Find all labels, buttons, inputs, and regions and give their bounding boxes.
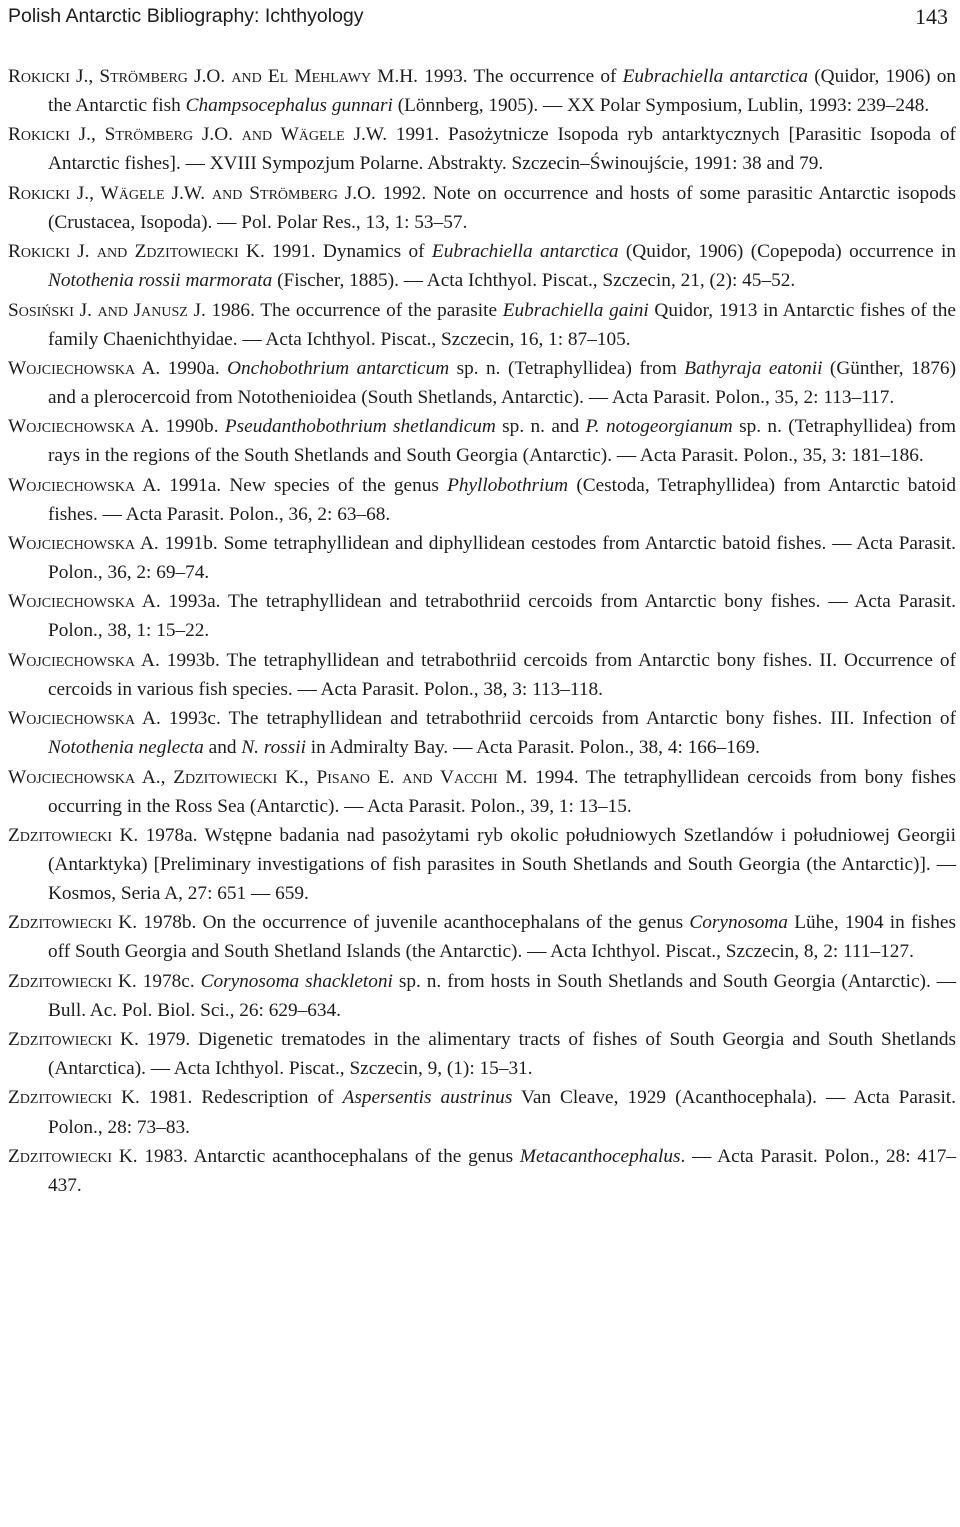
reference-text: 1991. Pasożytnicze Isopoda ryb antarktycznych [Parasitic Isopoda of Antarctic fishes]. — XVIII Sympozjum Polarne. Abstrakty. Szczecin–Świnoujście, 1991: 38 and 79. xyxy=(48,124,956,175)
reference-authors: Zdzitowiecki K. xyxy=(8,1087,140,1109)
reference-entry xyxy=(8,529,956,587)
reference-text: . — Acta Parasit. Polon., 28: 417–437. xyxy=(48,1145,956,1196)
reference-entry xyxy=(8,471,956,529)
reference-entry xyxy=(8,1025,956,1083)
reference-text: 1990b. xyxy=(159,416,225,438)
reference-text: (Fischer, 1885). — Acta Ichthyol. Piscat., Szczecin, 21, (2): 45–52. xyxy=(272,270,796,292)
reference-text: 1993c. The tetraphyllidean and tetrabothriid cercoids from Antarctic bony fishes. III. Infection of xyxy=(160,708,956,730)
reference-authors: Wojciechowska A. xyxy=(8,591,161,613)
taxon-name: Champsocephalus gunnari xyxy=(185,95,393,117)
reference-authors: Rokicki J. and Zdzitowiecki K. xyxy=(8,241,265,263)
reference-text: 1991a. New species of the genus xyxy=(160,474,448,496)
reference-list xyxy=(8,62,956,1200)
reference-authors: Zdzitowiecki K. xyxy=(8,1029,139,1051)
taxon-name: P. notogeorgianum xyxy=(585,416,733,438)
reference-authors: Wojciechowska A. xyxy=(8,357,161,379)
reference-text: 1981. Redescription of xyxy=(139,1087,343,1109)
reference-text: 1978b. On the occurrence of juvenile acanthocephalans of the genus xyxy=(137,912,690,934)
taxon-name: N. rossii xyxy=(241,737,306,759)
taxon-name: Eubrachiella antarctica xyxy=(431,241,619,263)
running-title: Polish Antarctic Bibliography: Ichthyology xyxy=(8,5,364,27)
taxon-name: Notothenia rossii marmorata xyxy=(48,270,273,292)
reference-text: (Quidor, 1906) (Copepoda) occurrence in xyxy=(618,241,957,263)
page-number: 143 xyxy=(915,4,948,29)
reference-authors: Wojciechowska A. xyxy=(8,416,160,438)
reference-text: sp. n. (Tetraphyllidea) from rays in the regions of the South Shetlands and South Georgia (Antarctic). — Acta Parasit. Polon., 35, 3: 181–186. xyxy=(48,416,957,467)
reference-authors: Rokicki J., Strömberg J.O. and Wägele J.W. xyxy=(8,124,388,146)
reference-authors: Zdzitowiecki K. xyxy=(8,824,139,846)
reference-text: 1978c. xyxy=(136,970,201,992)
reference-authors: Wojciechowska A. xyxy=(8,649,160,671)
reference-entry xyxy=(8,1083,956,1141)
taxon-name: Notothenia neglecta xyxy=(48,737,204,759)
reference-entry xyxy=(8,62,956,120)
reference-authors: Rokicki J., Strömberg J.O. and El Mehlawy M.H. xyxy=(8,66,419,87)
reference-entry xyxy=(8,120,956,178)
reference-text: Quidor, 1913 in Antarctic fishes of the family Chaenichthyidae. — Acta Ichthyol. Piscat., Szczecin, 16, 1: 87–105. xyxy=(48,299,956,350)
taxon-name: Corynosoma xyxy=(689,912,788,934)
taxon-name: Onchobothrium antarcticum xyxy=(227,357,450,379)
taxon-name: Bathyraja eatonii xyxy=(684,357,823,379)
reference-text: and xyxy=(203,737,242,759)
reference-authors: Wojciechowska A. xyxy=(8,533,159,554)
reference-entry xyxy=(8,646,956,704)
reference-authors: Wojciechowska A., Zdzitowiecki K., Pisano E. and Vacchi M. xyxy=(8,766,528,788)
reference-entry xyxy=(8,704,956,762)
taxon-name: Metacanthocephalus xyxy=(519,1145,681,1167)
reference-entry xyxy=(8,587,956,645)
reference-text: sp. n. (Tetraphyllidea) from xyxy=(449,357,685,379)
reference-text: 1993b. The tetraphyllidean and tetrabothriid cercoids from Antarctic bony fishes. II. Occurrence of cercoids in various fish species. — Acta Parasit. Polon., 38, 3: 113–118. xyxy=(48,649,956,700)
reference-text: 1991. Dynamics of xyxy=(264,241,432,263)
reference-entry xyxy=(8,967,956,1025)
reference-entry xyxy=(8,412,956,470)
reference-text: 1978a. Wstępne badania nad pasożytami ryb okolic południowych Szetlandów i południowej Georgii (Antarktyka) [Preliminary investigations of fish parasites in South Shetlands and South Georgia (the Antarctic)]. — Kosmos, Seria A, 27: 651 — 659. xyxy=(48,824,956,905)
reference-text: (Günther, 1876) and a plerocercoid from Notothenioidea (South Shetlands, Antarctic). — Acta Parasit. Polon., 35, 2: 113–117. xyxy=(48,357,956,408)
reference-text: 1991b. Some tetraphyllidean and diphyllidean cestodes from Antarctic batoid fishes. — Acta Parasit. Polon., 36, 2: 69–74. xyxy=(48,533,956,584)
reference-text: Van Cleave, 1929 (Acanthocephala). — Acta Parasit. Polon., 28: 73–83. xyxy=(48,1087,956,1138)
reference-text: (Lönnberg, 1905). — XX Polar Symposium, Lublin, 1993: 239–248. xyxy=(392,95,930,117)
reference-text: 1990a. xyxy=(160,357,228,379)
reference-text: 1979. Digenetic trematodes in the alimentary tracts of fishes of South Georgia and South Shetlands (Antarctica). — Acta Ichthyol. Piscat., Szczecin, 9, (1): 15–31. xyxy=(48,1029,956,1080)
reference-text: sp. n. and xyxy=(495,416,586,438)
taxon-name: Eubrachiella antarctica xyxy=(622,66,809,87)
reference-authors: Wojciechowska A. xyxy=(8,708,161,730)
reference-text: in Admiralty Bay. — Acta Parasit. Polon., 38, 4: 166–169. xyxy=(305,737,760,759)
reference-text: 1986. The occurrence of the parasite xyxy=(205,299,503,321)
taxon-name: Phyllobothrium xyxy=(447,474,569,496)
taxon-name: Eubrachiella gaini xyxy=(502,299,649,321)
reference-entry xyxy=(8,763,956,821)
reference-entry xyxy=(8,821,956,908)
reference-authors: Zdzitowiecki K. xyxy=(8,1145,138,1167)
reference-text: (Cestoda, Tetraphyllidea) from Antarctic batoid fishes. — Acta Parasit. Polon., 36, 2: 63–68. xyxy=(48,474,956,525)
reference-text: 1992. Note on occurrence and hosts of some parasitic Antarctic isopods (Crustacea, Isopoda). — Pol. Polar Res., 13, 1: 53–57. xyxy=(48,182,956,233)
reference-text: 1993. The occurrence of xyxy=(418,66,623,87)
reference-entry xyxy=(8,1142,956,1200)
taxon-name: Corynosoma shackletoni xyxy=(200,970,393,992)
reference-entry xyxy=(8,179,956,237)
reference-text: 1983. Antarctic acanthocephalans of the genus xyxy=(137,1145,520,1167)
reference-authors: Wojciechowska A. xyxy=(8,474,161,496)
reference-text: 1994. The tetraphyllidean cercoids from bony fishes occurring in the Ross Sea (Antarctic). — Acta Parasit. Polon., 39, 1: 13–15. xyxy=(48,766,957,817)
reference-entry xyxy=(8,908,956,966)
reference-entry xyxy=(8,296,956,354)
reference-entry xyxy=(8,354,956,412)
taxon-name: Aspersentis austrinus xyxy=(342,1087,513,1109)
reference-authors: Sosiński J. and Janusz J. xyxy=(8,299,206,321)
reference-authors: Rokicki J., Wägele J.W. and Strömberg J.O. xyxy=(8,182,376,204)
reference-text: 1993a. The tetraphyllidean and tetrabothriid cercoids from Antarctic bony fishes. — Acta Parasit. Polon., 38, 1: 15–22. xyxy=(48,591,956,642)
page-header xyxy=(8,0,952,36)
reference-text: Lühe, 1904 in fishes off South Georgia and South Shetland Islands (the Antarctic). — Acta Ichthyol. Piscat., Szczecin, 8, 2: 111–127. xyxy=(48,912,956,963)
reference-text: (Quidor, 1906) on the Antarctic fish xyxy=(48,66,956,117)
reference-entry xyxy=(8,237,956,295)
taxon-name: Pseudanthobothrium shetlandicum xyxy=(224,416,496,438)
reference-text: sp. n. from hosts in South Shetlands and South Georgia (Antarctic). — Bull. Ac. Pol. Biol. Sci., 26: 629–634. xyxy=(48,970,956,1021)
reference-authors: Zdzitowiecki K. xyxy=(8,970,137,992)
reference-authors: Zdzitowiecki K. xyxy=(8,912,138,934)
